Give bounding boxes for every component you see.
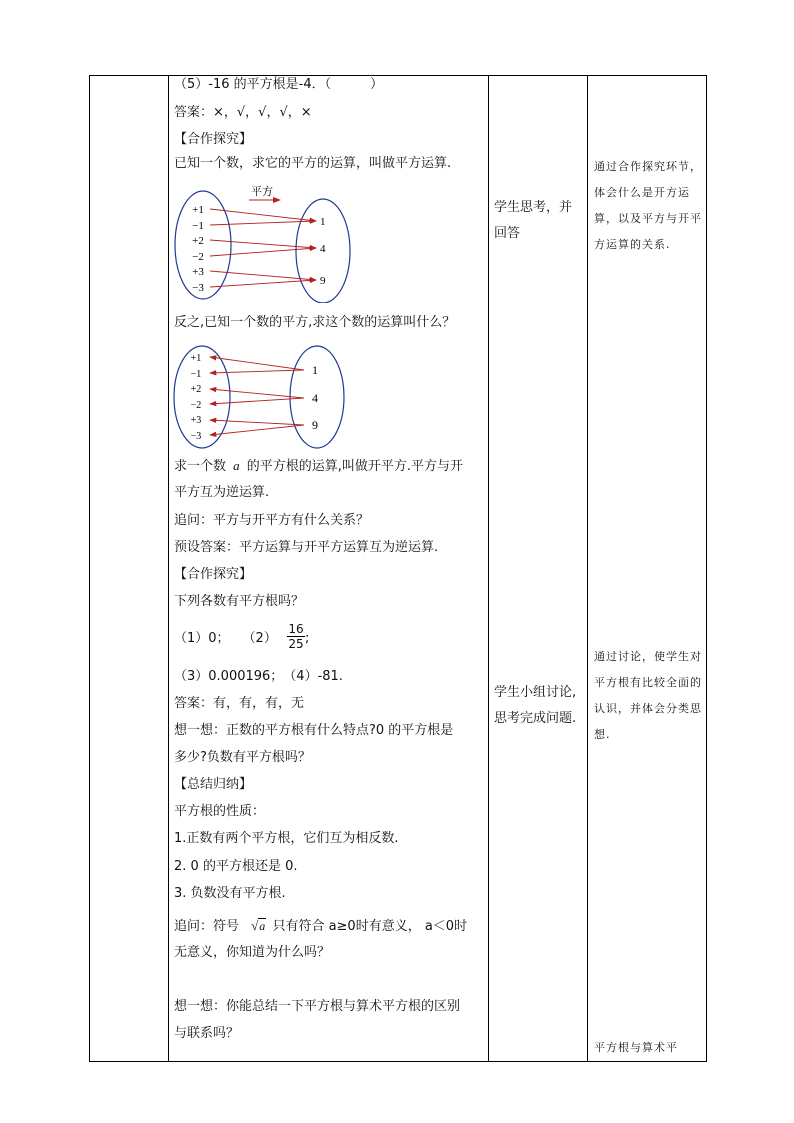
section-heading-cooperative-2: 【合作探究】: [174, 567, 253, 582]
left-value: −3: [192, 282, 204, 294]
student-activity-1: 学生思考，并回答: [494, 200, 573, 241]
section-heading-summary: 【总结归纳】: [174, 777, 253, 792]
think-question-1-cont: 多少?负数有平方根吗？: [174, 750, 311, 765]
mapping-arrow: [210, 248, 316, 256]
right-value: 1: [320, 216, 326, 228]
variable-a: a: [233, 458, 240, 473]
design-intent-2: 通过讨论，使学生对平方根有比较全面的认识，并体会分类思想.: [594, 650, 702, 741]
fraction-numerator: 16: [288, 622, 304, 636]
mapping-arrow: [210, 357, 304, 370]
follow-up-question: 追问：平方与开平方有什么关系？: [174, 513, 370, 528]
sqrt-follow-up-end: 只有符合 a≥0时有意义， a＜0时: [272, 919, 468, 934]
right-value: 9: [320, 275, 326, 287]
student-activity-2: 学生小组讨论,思考完成问题.: [494, 685, 577, 726]
left-value: +2: [192, 235, 204, 247]
left-value: +3: [192, 266, 204, 278]
radicand: a: [259, 919, 266, 933]
left-value: +3: [190, 415, 202, 426]
left-value: −2: [190, 400, 202, 411]
design-intent-1: 通过合作探究环节，体会什么是开方运算，以及平方与开平方运算的关系.: [594, 160, 702, 251]
table-divider-3: [587, 75, 588, 1062]
answer-line: 答案：×，√，√，√，×: [174, 105, 312, 120]
definition-square-operation: 已知一个数，求它的平方的运算，叫做平方运算.: [174, 156, 452, 171]
reverse-question: 反之,已知一个数的平方,求这个数的运算叫什么？: [174, 315, 456, 330]
radical-sign: √: [251, 918, 259, 933]
left-set-ellipse: [174, 346, 230, 448]
sqrt-follow-up-cont: 无意义，你知道为什么吗？: [174, 945, 331, 960]
right-value: 1: [312, 363, 318, 377]
definition-continuation: 平方互为逆运算.: [174, 485, 270, 500]
mapping-arrow: [210, 425, 304, 435]
mapping-arrow: [210, 370, 304, 373]
left-value: −1: [190, 369, 202, 380]
square-root-existence-question: 下列各数有平方根吗？: [174, 594, 305, 609]
property-2: 2. 0 的平方根还是 0.: [174, 859, 298, 874]
right-value: 9: [312, 418, 318, 432]
sqrt-symbol: [251, 917, 266, 935]
table-border-right: [706, 75, 707, 1062]
property-3: 3. 负数没有平方根.: [174, 886, 286, 901]
left-value: +2: [190, 384, 202, 395]
exercise-1-2: （1）0； （2）: [174, 631, 277, 646]
preset-answer: 预设答案：平方运算与开平方运算互为逆运算.: [174, 540, 439, 555]
definition-square-root-operation: [174, 457, 463, 476]
property-1: 1.正数有两个平方根，它们互为相反数.: [174, 831, 399, 846]
left-value: −1: [192, 220, 204, 232]
question-5: （5）-16 的平方根是-4．（ ）: [174, 77, 384, 92]
table-border-bottom: [89, 1061, 707, 1062]
left-value: +1: [190, 353, 202, 364]
table-border-left: [89, 75, 90, 1062]
fraction-semicolon: ;: [305, 631, 310, 646]
left-value: +1: [192, 204, 204, 216]
right-value: 4: [320, 243, 326, 255]
mapping-arrow: [210, 280, 316, 287]
square-root-mapping-diagram: [172, 342, 352, 452]
table-divider-2: [488, 75, 489, 1062]
think-question-2: 想一想：你能总结一下平方根与算术平方根的区别: [174, 999, 461, 1014]
sqrt-follow-up: [174, 917, 467, 936]
table-divider-1: [168, 75, 169, 1062]
left-value: −2: [192, 251, 204, 263]
definition-text-end: 的平方根的运算,叫做开平方.平方与开: [246, 459, 464, 474]
exercise-3-4: （3）0.000196； （4）-81.: [174, 669, 343, 684]
square-mapping-diagram: [172, 183, 357, 303]
mapping-arrow: [210, 420, 304, 425]
right-value: 4: [312, 391, 318, 405]
definition-text-start: 求一个数: [174, 459, 227, 474]
design-intent-3: 平方根与算术平: [594, 1041, 678, 1054]
properties-heading: 平方根的性质：: [174, 804, 266, 819]
exercise-answer: 答案：有，有，有，无: [174, 696, 305, 711]
think-question-1: 想一想：正数的平方根有什么特点?0 的平方根是: [174, 723, 454, 738]
left-value: −3: [190, 431, 202, 442]
section-heading-cooperative-1: 【合作探究】: [174, 132, 253, 147]
mapping-arrow: [210, 240, 316, 248]
fraction-16-25: [287, 622, 305, 651]
square-arrow-label: 平方: [251, 186, 273, 198]
sqrt-follow-up-start: 追问：符号: [174, 919, 240, 934]
fraction-denominator: 25: [288, 637, 304, 651]
think-question-2-cont: 与联系吗？: [174, 1026, 240, 1041]
